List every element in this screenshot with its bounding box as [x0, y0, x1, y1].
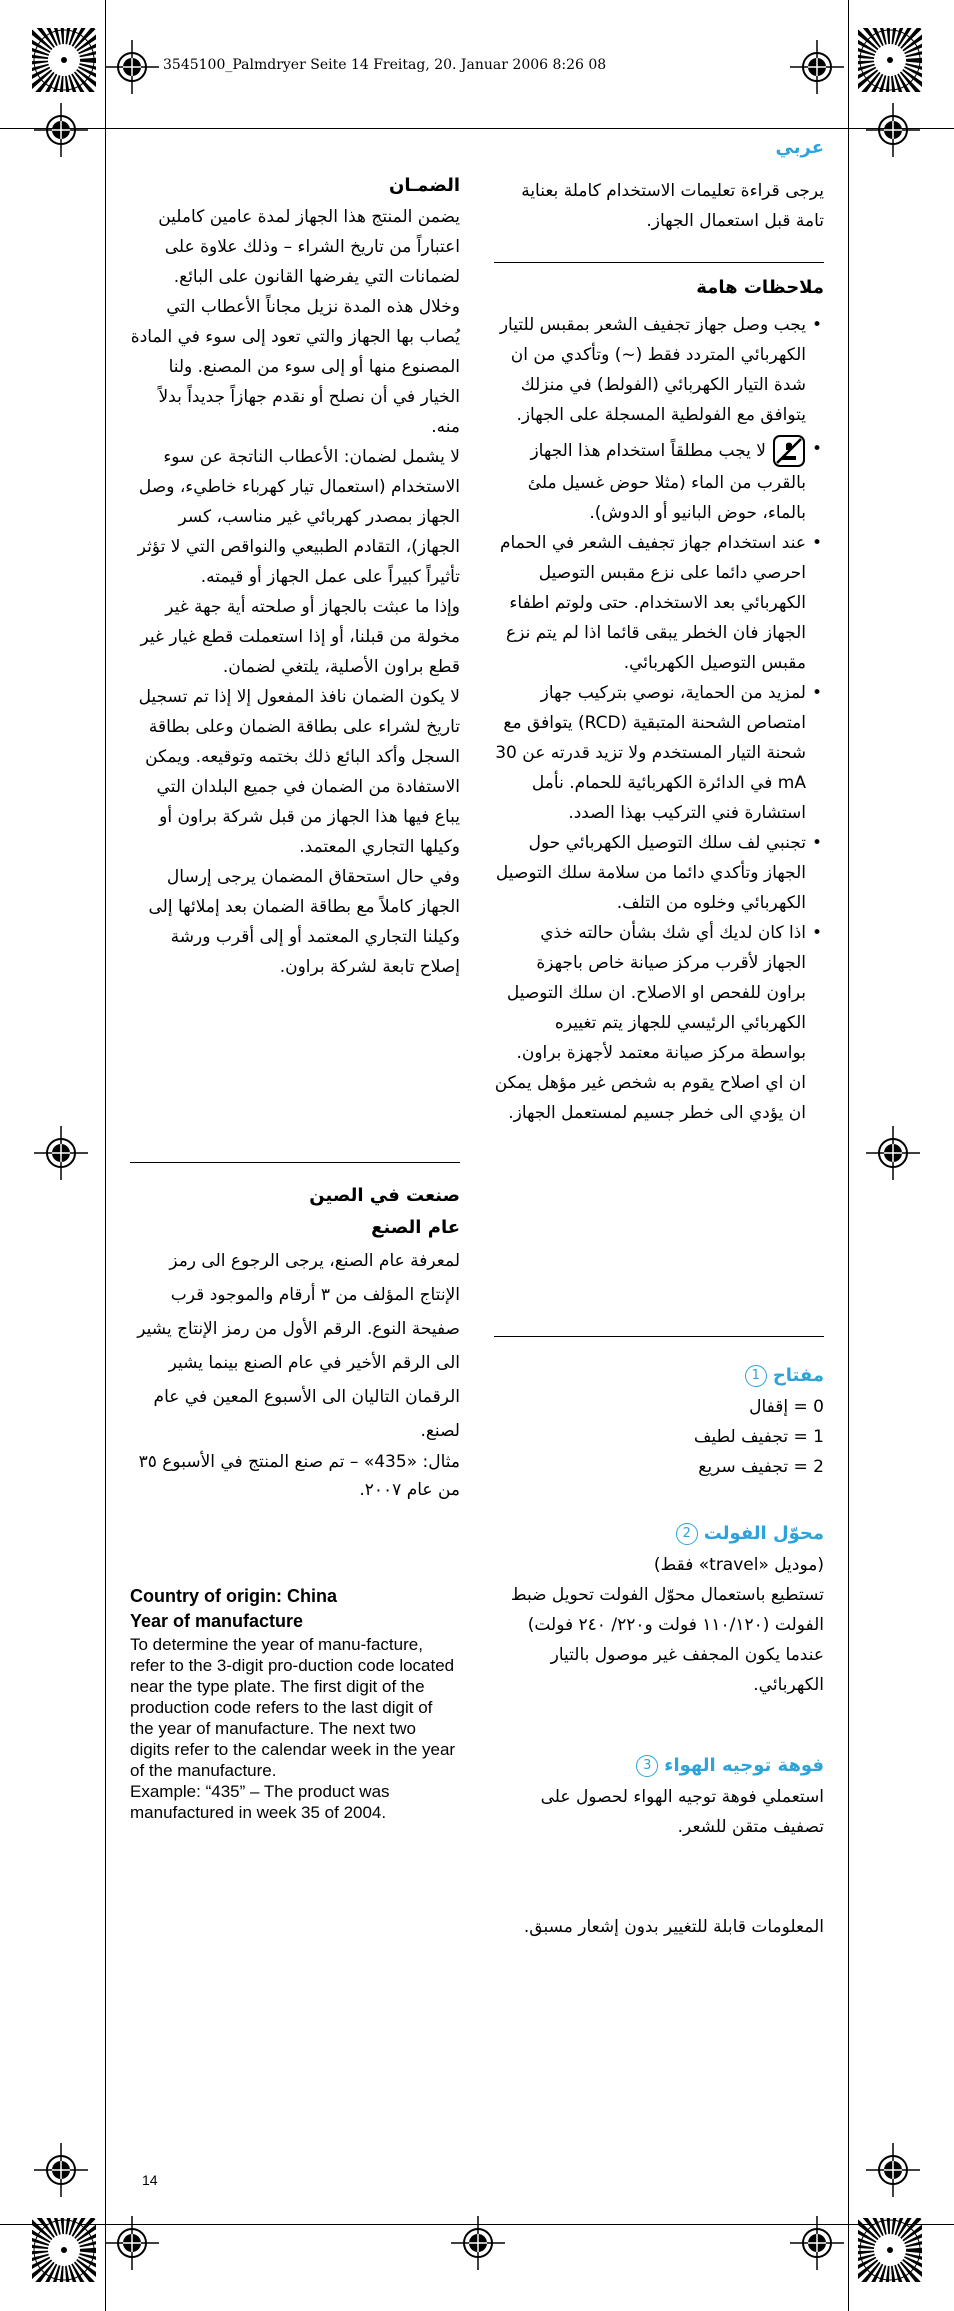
nozzle-title [494, 1750, 824, 1782]
voltage-section [494, 1518, 824, 1700]
trim-line-top [0, 128, 954, 129]
trim-line-right [848, 0, 849, 2311]
section-divider [494, 262, 824, 263]
notes-list [494, 310, 824, 1128]
color-wheel-icon [858, 28, 922, 92]
warranty-paragraph: وإذا ما عبثت بالجهاز أو صلحته أية جهة غير مخولة من قبلنا، أو إذا استعملت قطع غيار غير قطع براون الأصلية، يلتغي لضمان. [140, 597, 460, 677]
warranty-title: الضمـان [388, 175, 460, 196]
en-year-title: Year of manufacture [130, 1611, 304, 1631]
warranty-section [130, 170, 460, 982]
footnote [494, 1912, 824, 1942]
warranty-paragraph: وفي حال استحقاق المضمان يرجى إرسال الجهاز كاملاً مع بطاقة الضمان بعد إملائها إلى وكيلنا التجاري المعتمد أو إلى أقرب ورشة إصلاح تابعة لشركة براون. [148, 867, 460, 977]
volt-title [494, 1518, 824, 1550]
en-origin: Country of origin: China [130, 1586, 337, 1606]
list-item: • لمزيد من الحماية، نوصي بتركيب جهاز امتصاص الشحنة المتبقية (RCD) يتوافق مع شحنة التيار المستخدم ولا تزيد قدرته عن 30 mA في الدائرة الكهربائية للحمام. نأمل استشارة فني التركيب بهذا الصدد. [494, 678, 806, 828]
volt-text: تستطيع باستعمال محوّل الفولت تحويل ضبط الفولت (١١٠/١٢٠ فولت و٢٢٠/ ٢٤٠ فولت) عندما يكون المجفف غير موصول بالتيار الكهربائي. [510, 1585, 824, 1695]
manufacture-section-english [130, 1584, 460, 1823]
registration-mark-icon [451, 2216, 505, 2270]
registration-mark-icon [34, 2143, 88, 2197]
color-wheel-icon [858, 2218, 922, 2282]
footnote-text: المعلومات قابلة للتغيير بدون إشعار مسبق. [523, 1917, 824, 1937]
number-1-icon: 1 [745, 1365, 767, 1387]
switch-item: 0 = إقفال [749, 1397, 824, 1417]
nozzle-title-text: فوهة توجيه الهواء [664, 1755, 824, 1776]
registration-mark-icon [790, 2216, 844, 2270]
registration-mark-icon [866, 1126, 920, 1180]
switch-item: 2 = تجفيف سريع [698, 1457, 824, 1477]
en-text: To determine the year of manu-facture, refer to the 3-digit pro-duction code located near the type plate. The first digit of the production code refers to the last digit of the year of manufacture. The next two digits refer to the calendar week in the year of the manufacture. [130, 1635, 456, 1780]
section-divider [494, 1336, 824, 1337]
manufacture-section-arabic [130, 1180, 460, 1504]
warranty-paragraph: لا يكون الضمان نافذ المفعول إلا إذا تم تسجيل تاريخ لشراء على بطاقة الضمان وعلى بطاقة السجل وأكد البائع ذلك بختمه وتوقيعه. ويمكن الاستفادة من الضمان في جميع البلدان التي يباع فيها هذا الجهاز من قبل شركة براون أو وكيلها التجاري المعتمد. [138, 687, 460, 857]
registration-mark-icon [105, 2216, 159, 2270]
print-slug: 3545100_Palmdryer Seite 14 Freitag, 20. Januar 2006 8:26 08 [163, 57, 607, 73]
en-example: Example: “435” – The product was manufactured in week 35 of 2004. [130, 1782, 390, 1822]
registration-mark-icon [105, 40, 159, 94]
language-title: عربي [775, 137, 824, 158]
switch-section [494, 1360, 824, 1482]
nozzle-section [494, 1750, 824, 1842]
switch-title [494, 1360, 824, 1392]
right-column [494, 132, 824, 236]
list-item: • يجب وصل جهاز تجفيف الشعر بمقبس للتيار الكهربائي المتردد فقط (~) وتأكدي من ان شدة التيار الكهربائي (الفولط) في منزلك يتوافق مع الفولطية المسجلة على الجهاز. [494, 310, 806, 430]
notes-title: ملاحظات هامة [696, 277, 824, 298]
note-text: لا يجب مطلقاً استخدام هذا الجهاز بالقرب من الماء (مثلا حوض غسيل ملئ بالماء، حوض البانيو أو الدوش). [527, 441, 806, 523]
registration-mark-icon [34, 103, 88, 157]
volt-model: (موديل «travel» فقط) [653, 1555, 824, 1575]
registration-mark-icon [866, 2143, 920, 2197]
number-3-icon: 3 [636, 1755, 658, 1777]
registration-mark-icon [790, 40, 844, 94]
switch-title-text: مفتاح [772, 1365, 824, 1386]
registration-mark-icon [34, 1126, 88, 1180]
list-item [494, 434, 806, 528]
warranty-paragraph: لا يشمل لضمان: الأعطاب الناتجة عن سوء الاستخدام (استعمال تيار كهرباء خاطيء، وصل الجهاز بمصدر كهربائي غير مناسب، كسر الجهاز)، التقادم الطبيعي والنواقص التي لا تؤثر تأثيراً كبيراً على عمل الجهاز أو قيمته. [137, 447, 460, 587]
trim-line-left [105, 0, 106, 2311]
warranty-paragraph: يضمن المنتج هذا الجهاز لمدة عامين كاملين اعتباراً من تاريخ الشراء – وذلك علاوة على لضمانات التي يفرضها القانون على البائع. وخلال هذه المدة نزيل مجاناً الأعطاب التي يُصاب بها الجهاز والتي تعود إلى سوء في المادة المصنوع منها أو إلى سوء من المصنع. ولنا الخيار في أن نصلح أو نقدم جهازاً جديداً بدلاً منه. [130, 207, 460, 437]
switch-item: 1 = تجفيف لطيف [693, 1427, 824, 1447]
page-number: 14 [142, 2172, 158, 2188]
list-item: • تجنبي لف سلك التوصيل الكهربائي حول الجهاز وتأكدي دائما من سلامة سلك التوصيل الكهربائي وخلوه من التلف. [494, 828, 806, 918]
no-water-warning-icon [772, 434, 806, 468]
important-notes [494, 272, 824, 1128]
list-item: • اذا كان لديك أي شك بشأن حالته خذي الجهاز لأقرب مركز صيانة خاص باجهزة براون للفحص او الاصلاح. ان سلك التوصيل الكهربائي الرئيسي للجهاز يتم تغييره بواسطة مركز صيانة معتمد لأجهزة براون. ان اي اصلاح يقوم به شخص غير مؤهل يمكن ان يؤدي الى خطر جسيم لمستعمل الجهاز. [494, 918, 806, 1128]
color-wheel-icon [32, 28, 96, 92]
intro-text: يرجى قراءة تعليمات الاستخدام كاملة بعناية تامة قبل استعمال الجهاز. [521, 181, 824, 231]
origin-title: صنعت في الصين [309, 1185, 460, 1206]
year-example: مثال: «435» – تم صنع المنتج في الأسبوع ٣٥ من عام ٢٠٠٧. [138, 1452, 460, 1500]
list-item: • عند استخدام جهاز تجفيف الشعر في الحمام احرصي دائما على نزع مقبس التوصيل الكهربائي بعد الاستخدام. حتى ولوتم اطفاء الجهاز فان الخطر يبقى قائما اذا لم يتم نزع مقبس التوصيل الكهربائي. [494, 528, 806, 678]
color-wheel-icon [32, 2218, 96, 2282]
section-divider [130, 1162, 460, 1163]
nozzle-text: استعملي فوهة توجيه الهواء لحصول على تصفيف متقن للشعر. [540, 1787, 824, 1837]
registration-mark-icon [866, 103, 920, 157]
volt-title-text: محوّل الفولت [703, 1523, 824, 1544]
year-title: عام الصنع [371, 1217, 460, 1238]
number-2-icon: 2 [676, 1523, 698, 1545]
year-text: لمعرفة عام الصنع، يرجى الرجوع الى رمز الإنتاج المؤلف من ٣ أرقام والموجود قرب صفيحة النوع. الرقم الأول من رمز الإنتاج يشير الى الرقم الأخير في عام الصنع بينما يشير الرقمان التاليان الى الأسبوع المعين في عام لصنع. [137, 1251, 460, 1441]
